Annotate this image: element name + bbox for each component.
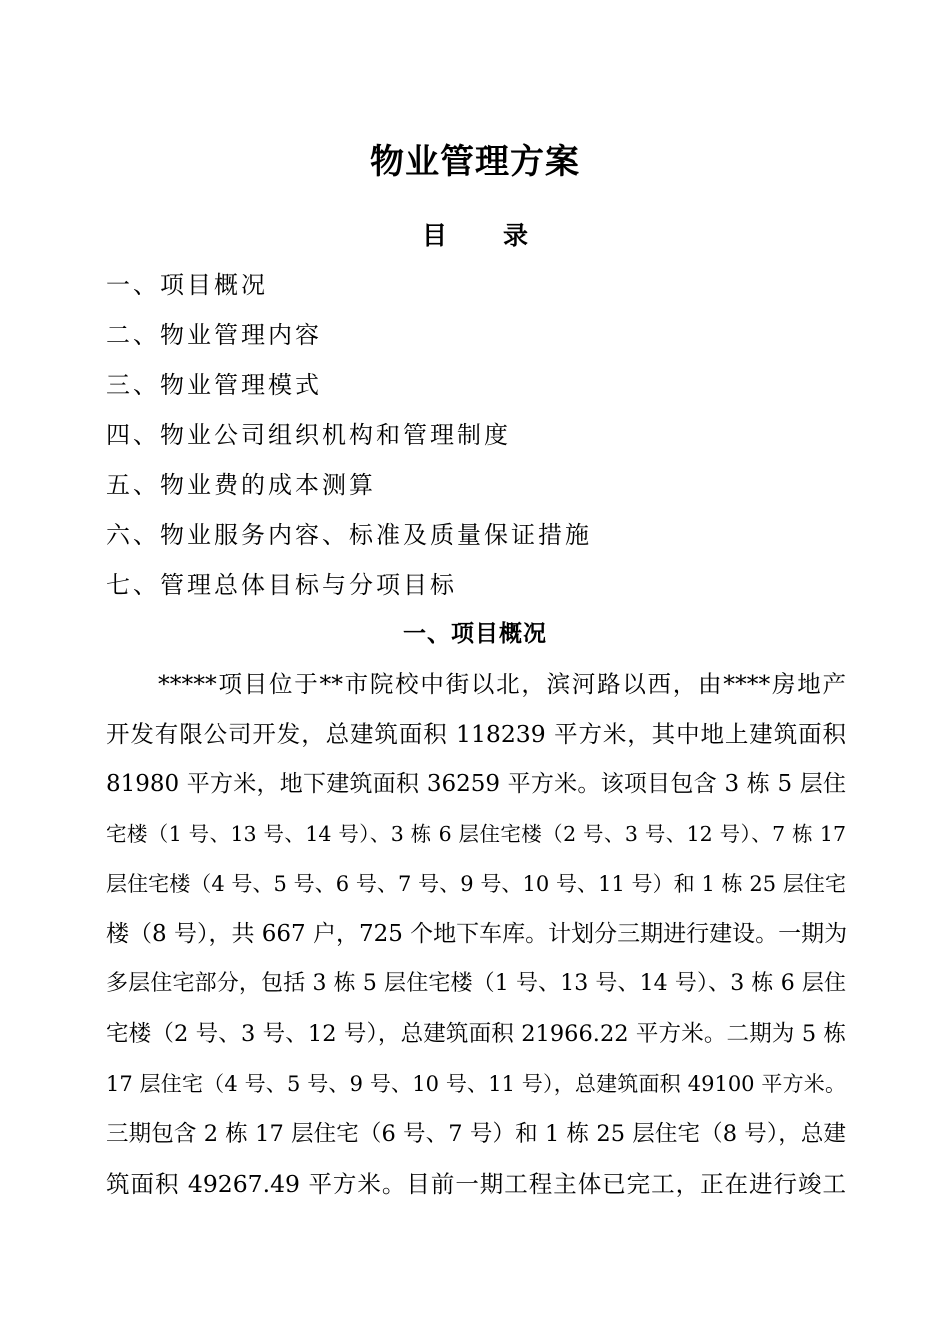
toc-heading-left: 目: [421, 221, 447, 250]
toc-heading: [0, 218, 950, 254]
paragraph-line: 81980 平方米，地下建筑面积 36259 平方米。该项目包含 3 栋 5 层住: [106, 771, 846, 797]
paragraph-line: 开发有限公司开发，总建筑面积 118239 平方米，其中地上建筑面积: [106, 720, 846, 748]
paragraph-line: 层住宅楼（4 号、5 号、6 号、7 号、9 号、10 号、11 号）和 1 栋 25 层住宅: [106, 872, 846, 896]
toc-item: 二、物业管理内容: [106, 321, 322, 349]
toc-item: 三、物业管理模式: [106, 371, 322, 399]
paragraph-line: 17 层住宅（4 号、5 号、9 号、10 号、11 号），总建筑面积 49100 平方米。: [106, 1072, 846, 1096]
toc-item: 五、物业费的成本测算: [106, 471, 376, 499]
toc-item: 四、物业公司组织机构和管理制度: [106, 421, 511, 449]
paragraph-line: 筑面积 49267.49 平方米。目前一期工程主体已完工，正在进行竣工: [106, 1170, 846, 1198]
toc-item: 七、管理总体目标与分项目标: [106, 571, 457, 599]
toc-item: 一、项目概况: [106, 271, 268, 299]
paragraph-line: 三期包含 2 栋 17 层住宅（6 号、7 号）和 1 栋 25 层住宅（8 号），总建: [106, 1121, 846, 1147]
section-title: 一、项目概况: [403, 620, 547, 647]
toc-heading-right: 录: [503, 221, 529, 250]
paragraph-line: 楼（8 号），共 667 户，725 个地下车库。计划分三期进行建设。一期为: [106, 921, 848, 947]
document-title: 物业管理方案: [370, 142, 580, 182]
toc-item: 六、物业服务内容、标准及质量保证措施: [106, 521, 592, 549]
table-of-contents: [106, 266, 592, 616]
paragraph-line: 宅楼（1 号、13 号、14 号）、3 栋 6 层住宅楼（2 号、3 号、12 号）、7 栋 17: [106, 822, 846, 846]
paragraph-line: *****项目位于**市院校中街以北，滨河路以西，由****房地产: [158, 670, 846, 698]
section-paragraph: [106, 664, 846, 1214]
paragraph-line: 多层住宅部分，包括 3 栋 5 层住宅楼（1 号、13 号、14 号）、3 栋 6 层住: [106, 971, 846, 996]
paragraph-line: 宅楼（2 号、3 号、12 号），总建筑面积 21966.22 平方米。二期为 5 栋: [106, 1021, 846, 1047]
